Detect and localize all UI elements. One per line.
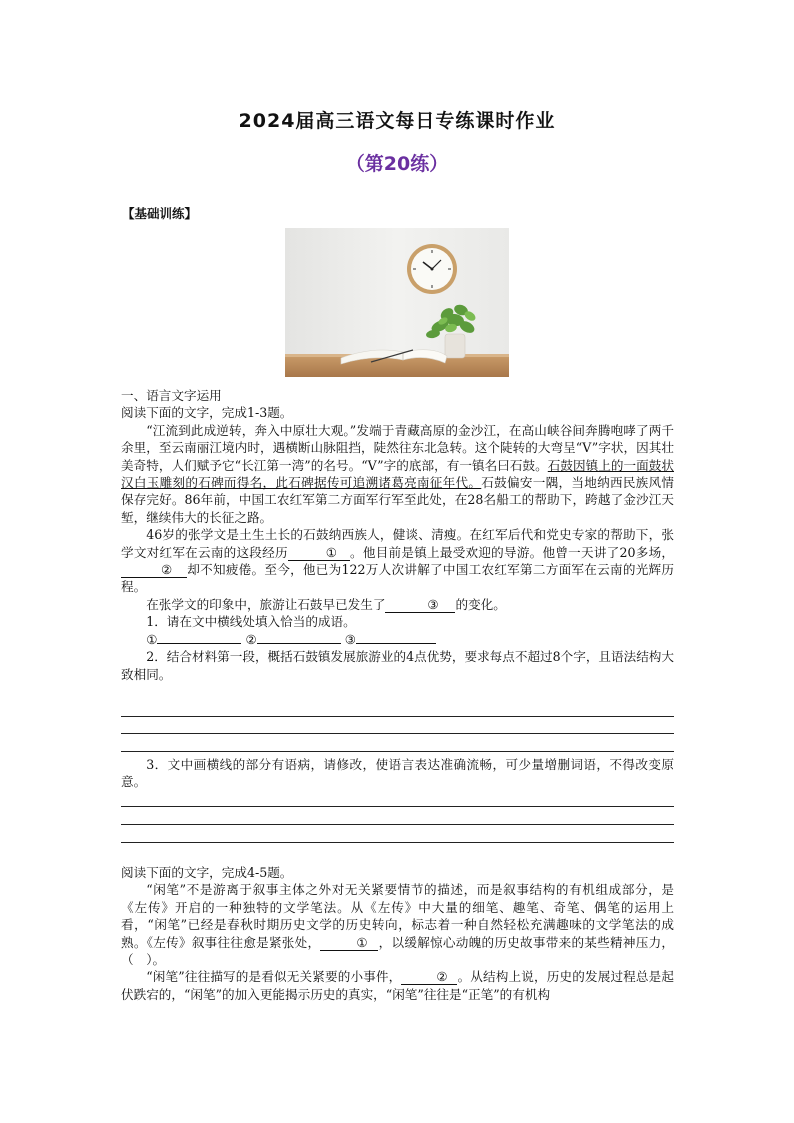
part2-paragraph-1 <box>121 881 674 968</box>
part1-blank-2: ② <box>121 562 187 578</box>
part1-underlined-sentence: 石鼓因镇上的一面鼓状汉白玉雕刻的石碑而得名，此石碑据传可追溯诸葛亮南征年代。 <box>121 457 674 491</box>
part2-blank-2: ② <box>401 969 457 985</box>
q1-marker-1: ① <box>146 631 158 647</box>
part1-paragraph-3 <box>121 596 674 613</box>
part1-p1-text-a: “江流到此成逆转，奔入中原壮大观。”发端于青藏高原的金沙江，在高山峡谷间奔腾咆哮了两千余里，至云南丽江境内时，遇横断山脉阻挡，陡然往东北急转。这个陡转的大弯呈“V”字状，因其壮美奇特，人们赋予它“长江第一湾”的名号。“V”字的底部，有一镇名曰石鼓。 <box>121 422 674 473</box>
q2-answer-line-1[interactable] <box>121 716 674 717</box>
question-2: 2．结合材料第一段，概括石鼓镇发展旅游业的4点优势，要求每点不超过8个字，且语法结构大致相同。 <box>121 649 674 682</box>
q3-answer-line-2[interactable] <box>121 824 674 825</box>
question-3-block <box>121 756 674 791</box>
part1-p2-text-c: 却不知疲倦。至今，他已为122万人次讲解了中国工农红军第二方面军在云南的光辉历程。 <box>121 562 674 595</box>
clock-plant-book-photo <box>285 228 509 377</box>
part1-p3-text-a: 在张学文的印象中，旅游让石鼓早已发生了 <box>146 596 386 612</box>
q2-answer-line-3[interactable] <box>121 751 674 752</box>
part2-p1-text-a: “闲笔”不是游离于叙事主体之外对无关紧要情节的描述，而是叙事结构的有机组成部分，是《左传》开启的一种独特的文学笔法。从《左传》中大量的细笔、趣笔、奇笔、偶笔的运用上看，“闲笔”已经是春秋时期历史文学的历史转向，标志着一种自然轻松充满趣味的文学笔法的成熟。《左传》叙事往往愈是紧张处， <box>121 882 674 950</box>
question-1-answer-row <box>121 631 674 648</box>
page-subtitle: （第20练） <box>345 153 449 175</box>
part1-blank-3: ③ <box>385 597 455 613</box>
part1-p2-text-a: 46岁的张学文是土生土长的石鼓纳西族人，健谈、清瘦。在红军后代和党史专家的帮助下，张学文对红军在云南的这段经历 <box>121 527 674 560</box>
part2-intro: 阅读下面的文字，完成4-5题。 <box>121 865 293 880</box>
part2-p2-text-a: “闲笔”往往描写的是看似无关紧要的小事件， <box>146 969 402 985</box>
part2-p1-text-b: ，以缓解惊心动魄的历史故事带来的某些精神压力，（ ）。 <box>121 934 675 968</box>
q1-answer-blank-2[interactable] <box>257 643 341 644</box>
part1-block <box>121 387 674 683</box>
q1-answer-blank-1[interactable] <box>157 643 241 644</box>
part1-paragraph-2 <box>121 526 674 596</box>
part2-blank-1: ① <box>320 935 378 951</box>
part1-heading: 一、语言文字运用 <box>121 388 222 403</box>
q2-answer-line-2[interactable] <box>121 733 674 734</box>
part1-p1-text-b: 石鼓偏安一隅，当地纳西民族风情保存完好。86年前，中国工农红军第二方面军行军至此处，在28名船工的帮助下，跨越了金沙江天堑，继续伟大的长征之路。 <box>121 475 675 525</box>
q1-marker-3: ③ <box>344 631 357 647</box>
part2-block <box>121 864 674 1003</box>
part2-p2-text-b: 。从结构上说，历史的发展过程总是起伏跌宕的，“闲笔”的加入更能揭示历史的真实，“闲笔”往往是“正笔”的有机构 <box>121 969 674 1002</box>
q3-answer-line-1[interactable] <box>121 806 674 807</box>
part1-p3-text-b: 的变化。 <box>455 596 506 612</box>
part1-intro: 阅读下面的文字，完成1-3题。 <box>121 405 293 421</box>
q1-answer-blank-3[interactable] <box>356 643 436 644</box>
q3-answer-line-3[interactable] <box>121 842 674 843</box>
part1-p2-text-b: 。他目前是镇上最受欢迎的导游。他曾一天讲了20多场， <box>349 544 675 560</box>
part1-paragraph-1 <box>121 422 674 526</box>
question-3: 3．文中画横线的部分有语病，请修改，使语言表达准确流畅，可少量增删词语，不得改变原意。 <box>121 757 674 790</box>
page-title: 2024届高三语文每日专练课时作业 <box>238 110 556 132</box>
part1-blank-1: ① <box>288 545 350 561</box>
q1-marker-2: ② <box>245 631 257 647</box>
part2-paragraph-2 <box>121 968 674 1003</box>
section-tag: 【基础训练】 <box>122 206 198 221</box>
question-1: 1．请在文中横线处填入恰当的成语。 <box>146 614 356 630</box>
